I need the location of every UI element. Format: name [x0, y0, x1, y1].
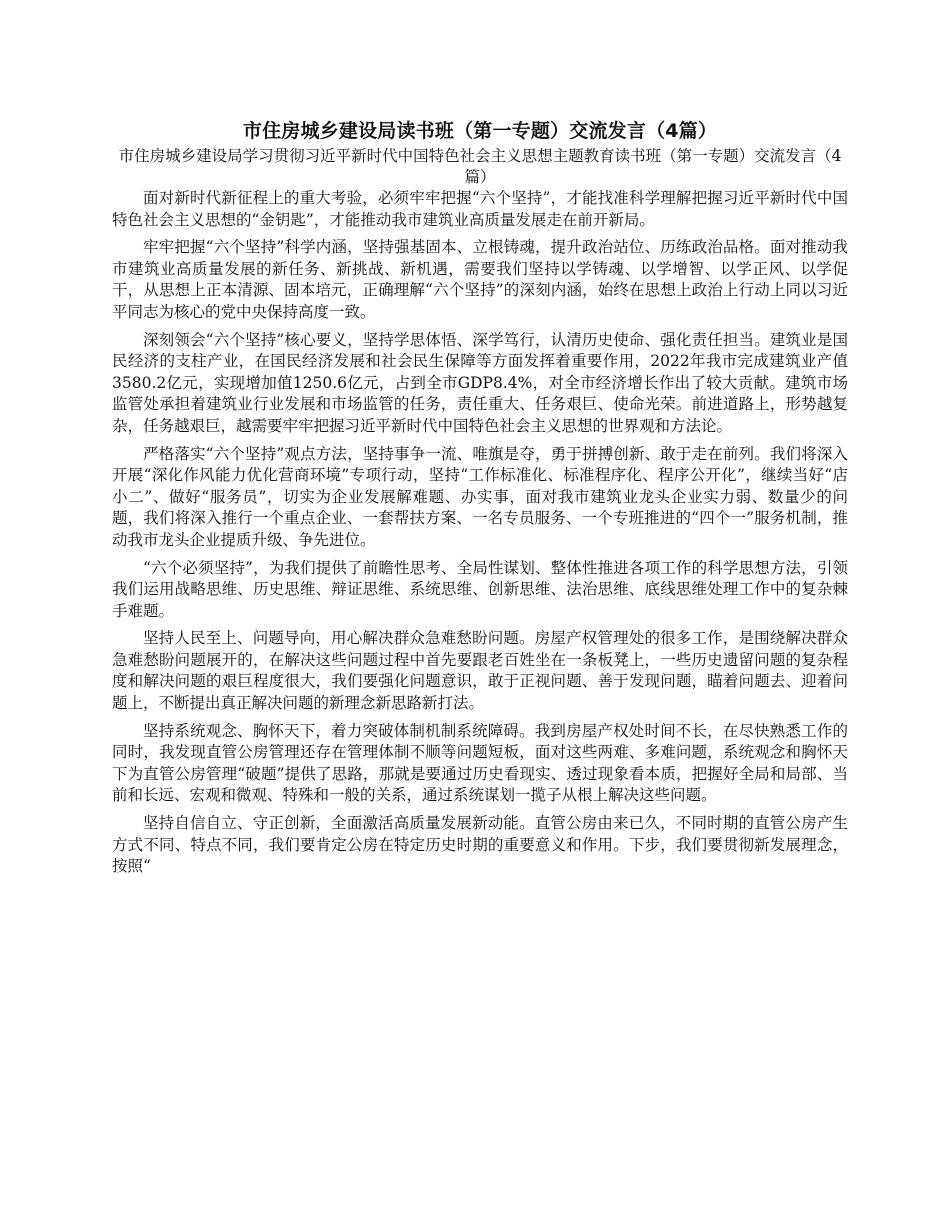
paragraph-methods: 严格落实“六个坚持”观点方法，坚持事争一流、唯旗是夺，勇于拼搏创新、敢于走在前列。我们将深入开展“深化作风能力优化营商环境”专项行动，坚持“工作标准化、标准程序化、程序公开化”，继续当好“店小二”、做好“服务员”，切实为企业发展解难题、办实事，面对我市建筑业龙头企业实力弱、数量少的问题，我们将深入推行一个重点企业、一套帮扶方案、一名专员服务、一个专班推进的“四个一”服务机制，推动我市龙头企业提质升级、争先进位。	[112, 444, 848, 549]
document-subtitle: 市住房城乡建设局学习贯彻习近平新时代中国特色社会主义思想主题教育读书班（第一专题）交流发言（4篇）	[118, 147, 842, 186]
paragraph-scientific-meaning: 牢牢把握“六个坚持”科学内涵，坚持强基固本、立根铸魂，提升政治站位、历练政治品格。面对推动我市建筑业高质量发展的新任务、新挑战、新机遇，需要我们坚持以学铸魂、以学增智、以学正风、以学促干，从思想上正本清源、固本培元，正确理解“六个坚持”的深刻内涵，始终在思想上政治上行动上同以习近平同志为核心的党中央保持高度一致。	[112, 238, 848, 321]
paragraph-systems-thinking: 坚持系统观念、胸怀天下，着力突破体制机制系统障碍。我到房屋产权处时间不长，在尽快熟悉工作的同时，我发现直管公房管理还存在管理体制不顺等问题短板，面对这些两难、多难问题，系统观念和胸怀天下为直管公房管理“破题”提供了思路，那就是要通过历史看现实、透过现象看本质，把握好全局和局部、当前和长远、宏观和微观、特殊和一般的关系，通过系统谋划一揽子从根上解决这些问题。	[112, 721, 848, 805]
paragraph-intro: 面对新时代新征程上的重大考验，必须牢牢把握“六个坚持”，才能找准科学理解把握习近平新时代中国特色社会主义思想的“金钥匙”，才能推动我市建筑业高质量发展走在前开新局。	[112, 189, 848, 229]
document-title: 市住房城乡建设局读书班（第一专题）交流发言（4篇）	[242, 120, 718, 142]
paragraph-people-first: 坚持人民至上、问题导向，用心解决群众急难愁盼问题。房屋产权管理处的很多工作，是围绕解决群众急难愁盼问题展开的，在解决这些问题过程中首先要跟老百姓坐在一条板凳上，一些历史遗留问题的复杂程度和解决问题的艰巨程度很大，我们要强化问题意识，敢于正视问题、善于发现问题，瞄着问题去、迎着问题上，不断提出真正解决问题的新理念新思路新打法。	[112, 629, 848, 713]
paragraph-six-musts: “六个必须坚持”，为我们提供了前瞻性思考、全局性谋划、整体性推进各项工作的科学思想方法，引领我们运用战略思维、历史思维、辩证思维、系统思维、创新思维、法治思维、底线思维处理工作中的复杂棘手难题。	[112, 558, 848, 620]
document-page	[112, 118, 848, 878]
paragraph-core-essence: 深刻领会“六个坚持”核心要义，坚持学思体悟、深学笃行，认清历史使命、强化责任担当。建筑业是国民经济的支柱产业，在国民经济发展和社会民生保障等方面发挥着重要作用，2022年我市完成建筑业产值3580.2亿元，实现增加值1250.6亿元，占到全市GDP8.4%，对全市经济增长作出了较大贡献。建筑市场监管处承担着建筑业行业发展和市场监管的任务，责任重大、任务艰巨、使命光荣。前进道路上，形势越复杂，任务越艰巨，越需要牢牢把握习近平新时代中国特色社会主义思想的世界观和方法论。	[112, 330, 848, 435]
paragraph-self-confidence: 坚持自信自立、守正创新，全面激活高质量发展新动能。直管公房由来已久，不同时期的直管公房产生方式不同、特点不同，我们要肯定公房在特定历史时期的重要意义和作用。下步，我们要贯彻新发展理念，按照“	[112, 814, 848, 876]
